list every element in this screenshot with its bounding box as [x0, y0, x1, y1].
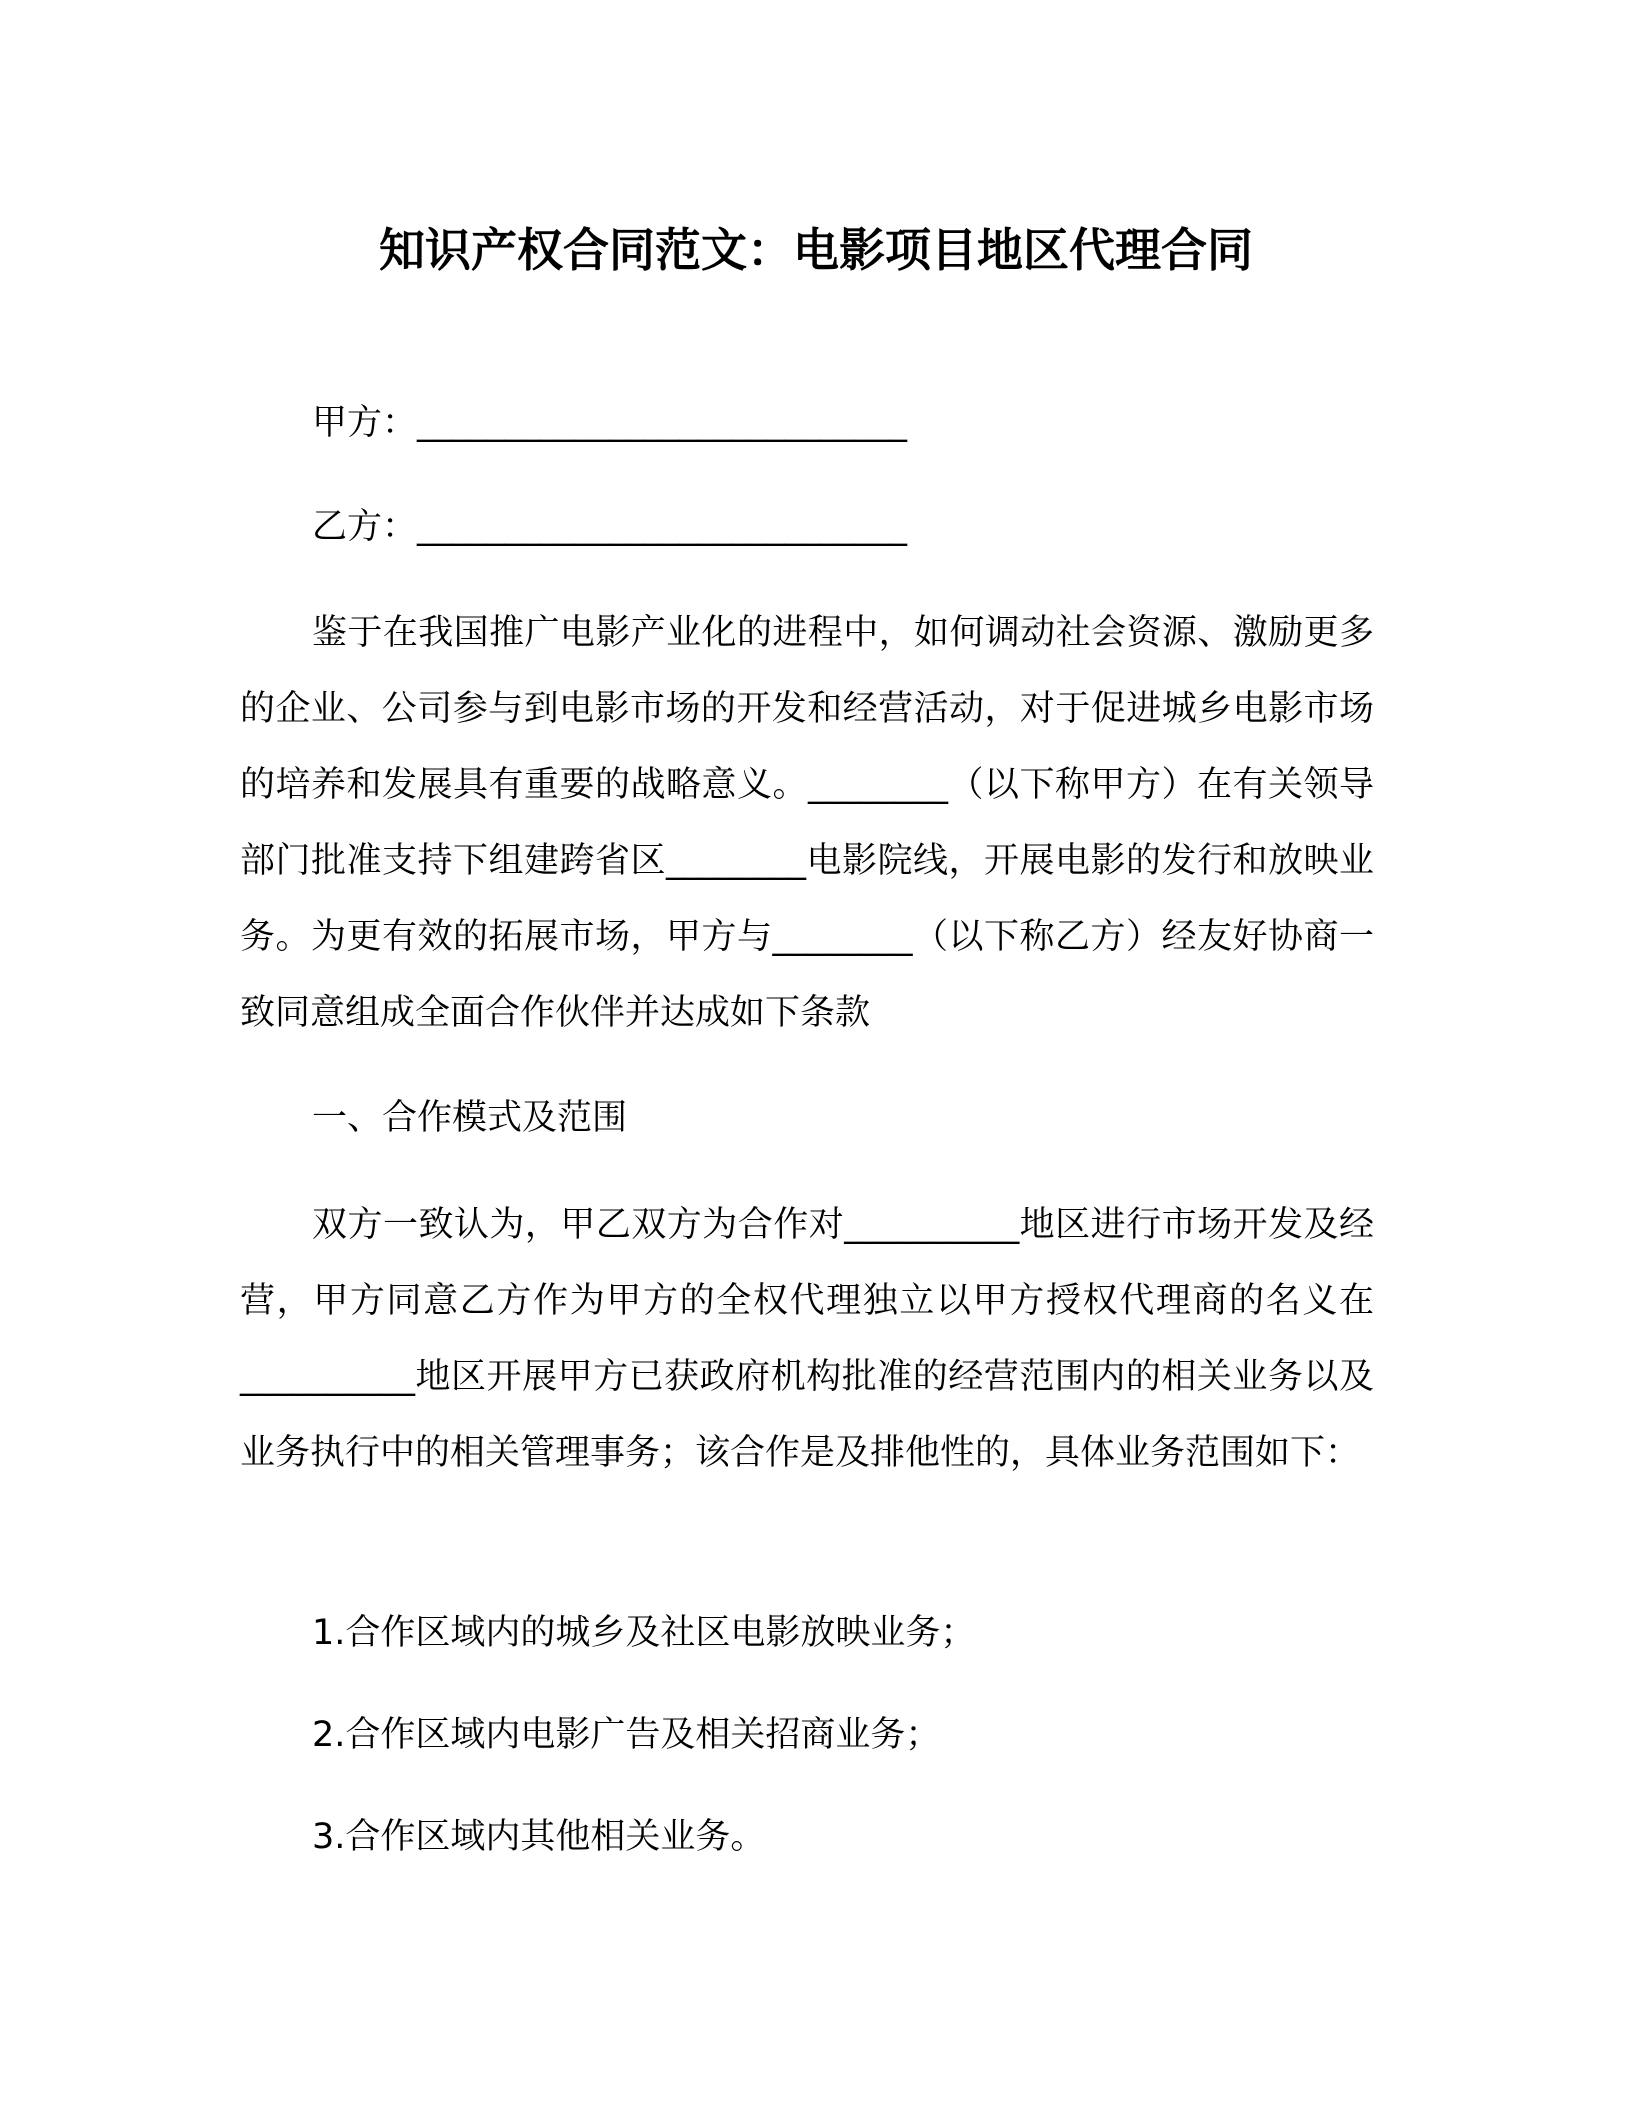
list-item: 3.合作区域内其他相关业务。: [312, 1817, 766, 1857]
party-a-line: 甲方：____________________________: [312, 403, 908, 443]
section-heading: 一、合作模式及范围: [312, 1098, 628, 1138]
document-title: 知识产权合同范文：电影项目地区代理合同: [379, 223, 1253, 277]
section-paragraph: 双方一致认为，甲乙双方为合作对__________地区进行市场开发及经营，甲方同意乙方作为甲方的全权代理独立以甲方授权代理商的名义在__________地区开展甲方已获政府机构批准的经营范围内的相关业务以及业务执行中的相关管理事务；该合作是及排他性的，具体业务范围如下：: [240, 1205, 1374, 1473]
intro-paragraph: 鉴于在我国推广电影产业化的进程中，如何调动社会资源、激励更多的企业、公司参与到电影市场的开发和经营活动，对于促进城乡电影市场的培养和发展具有重要的战略意义。________（以下称甲方）在有关领导部门批准支持下组建跨省区________电影院线，开展电影的发行和放映业务。为更有效的拓展市场，甲方与________（以下称乙方）经友好协商一致同意组成全面合作伙伴并达成如下条款: [240, 613, 1374, 1033]
party-b-line: 乙方：____________________________: [312, 507, 908, 547]
list-item: 2.合作区域内电影广告及相关招商业务；: [312, 1715, 941, 1755]
list-item: 1.合作区域内的城乡及社区电影放映业务；: [312, 1613, 976, 1653]
